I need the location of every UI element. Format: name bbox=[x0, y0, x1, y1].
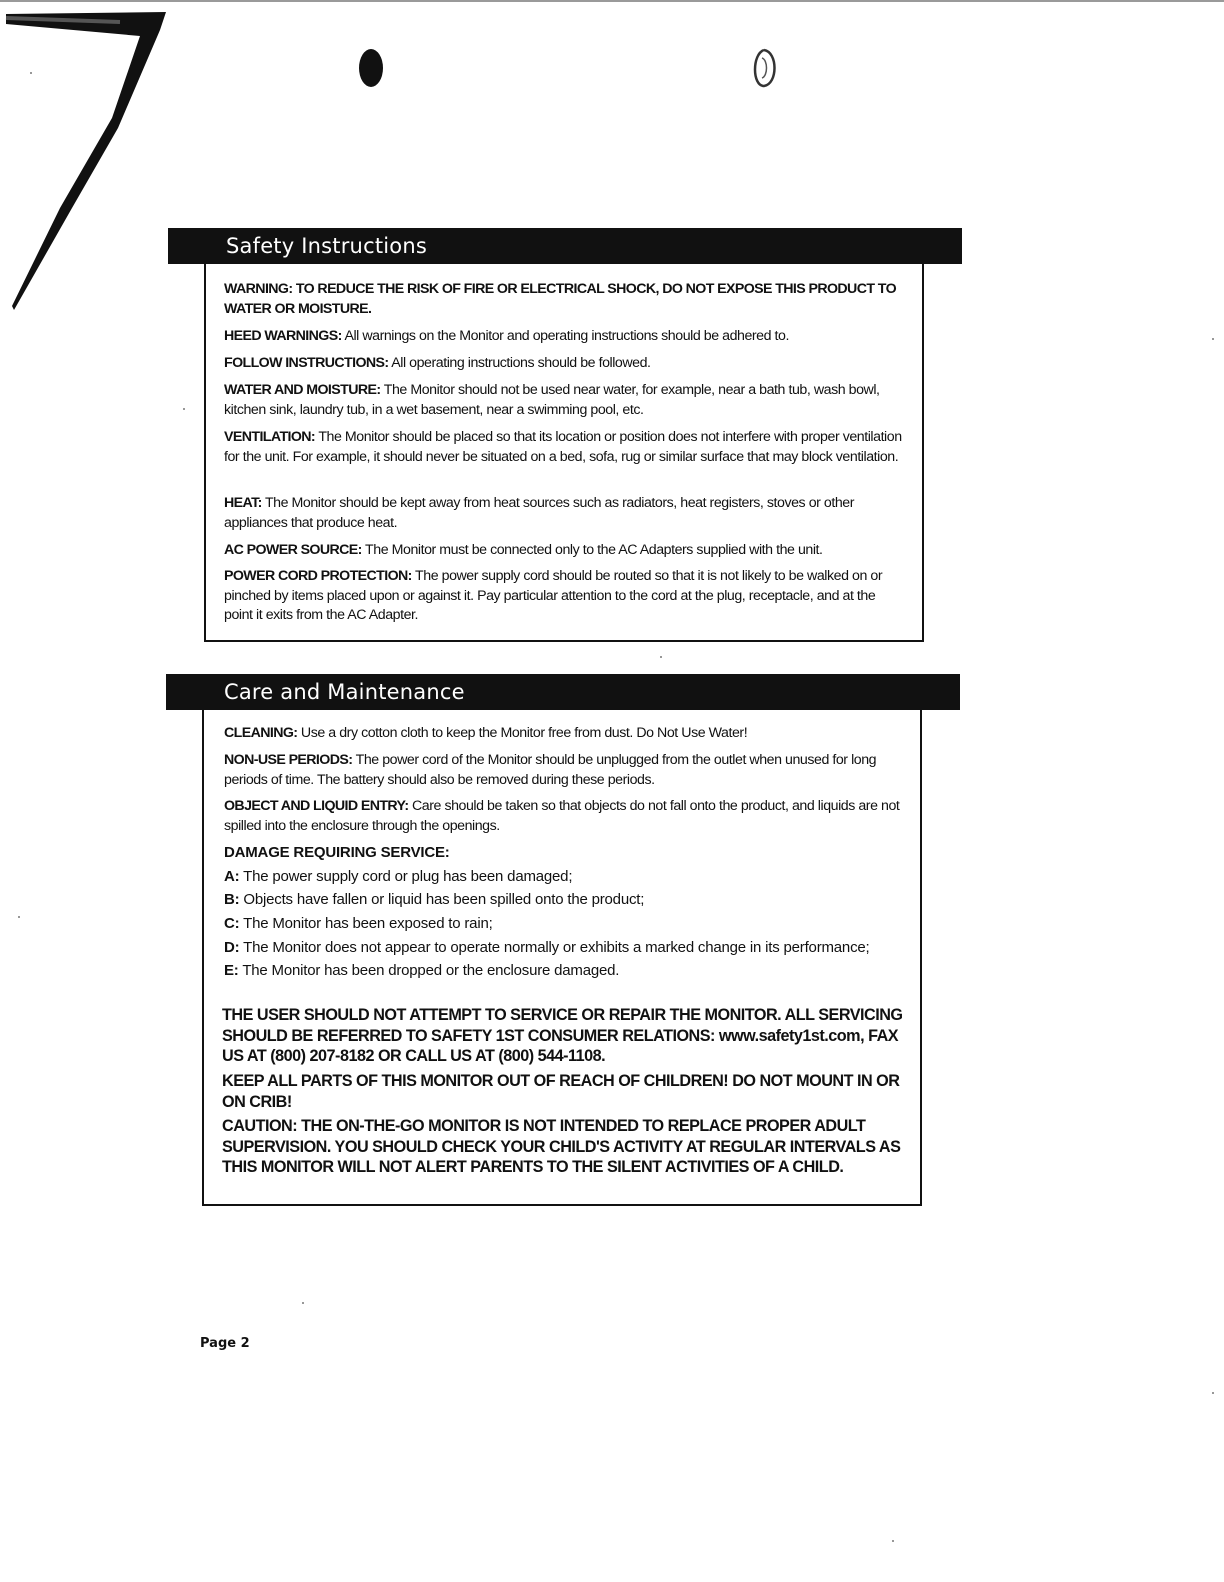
scan-speck bbox=[30, 72, 32, 74]
item-label: NON-USE PERIODS: bbox=[224, 752, 353, 768]
safety-item-heat bbox=[224, 494, 904, 533]
safety-item-heed-warnings bbox=[224, 327, 904, 347]
item-text: The Monitor should be placed so that its location or position does not interfere with proper ventilation for the unit. For example, it should never be situated on a bed, sofa, rug or similar surface that may block ventilation. bbox=[224, 429, 902, 465]
item-text: Care should be taken so that objects do not fall onto the product, and liquids are not spilled into the enclosure through the openings. bbox=[224, 798, 900, 834]
scan-top-edge bbox=[0, 0, 1224, 2]
item-label: D: bbox=[224, 939, 240, 956]
damage-item-e bbox=[224, 961, 914, 981]
item-text: The Monitor has been exposed to rain; bbox=[243, 915, 493, 932]
notice-caution: CAUTION: THE ON-THE-GO MONITOR IS NOT INTENDED TO REPLACE PROPER ADULT SUPERVISION. YOU SHOULD CHECK YOUR CHILD'S ACTIVITY AT REGULAR INTERVALS AS THIS MONITOR WILL NOT ALERT PARENTS TO THE SILENT ACTIVITIES OF A CHILD. bbox=[222, 1117, 901, 1176]
item-text: The Monitor does not appear to operate normally or exhibits a marked change in its performance; bbox=[243, 939, 870, 956]
item-label: POWER CORD PROTECTION: bbox=[224, 568, 412, 584]
safety-warning: WARNING: TO REDUCE THE RISK OF FIRE OR ELECTRICAL SHOCK, DO NOT EXPOSE THIS PRODUCT TO WATER OR MOISTURE. bbox=[224, 281, 897, 317]
item-label: C: bbox=[224, 915, 240, 932]
safety-item-follow-instructions bbox=[224, 354, 904, 374]
item-label: FOLLOW INSTRUCTIONS: bbox=[224, 355, 389, 371]
item-text: The power cord of the Monitor should be unplugged from the outlet when unused for long periods of time. The battery should also be removed during these periods. bbox=[224, 752, 877, 788]
safety-item-ac-power-source bbox=[224, 541, 904, 561]
care-item-non-use-periods bbox=[224, 751, 904, 790]
scan-speck bbox=[183, 408, 185, 410]
damage-heading: DAMAGE REQUIRING SERVICE: bbox=[224, 844, 450, 861]
item-text: The Monitor should be kept away from heat sources such as radiators, heat registers, stoves or other appliances that produce heat. bbox=[224, 495, 854, 531]
safety-item-ventilation bbox=[224, 428, 904, 467]
punch-hole-mark-left bbox=[355, 46, 387, 90]
notice-children: KEEP ALL PARTS OF THIS MONITOR OUT OF REACH OF CHILDREN! DO NOT MOUNT IN OR ON CRIB! bbox=[222, 1072, 900, 1111]
damage-item-d bbox=[224, 938, 914, 958]
item-text: All warnings on the Monitor and operating instructions should be adhered to. bbox=[344, 328, 789, 344]
item-label: HEAT: bbox=[224, 495, 262, 511]
item-label: OBJECT AND LIQUID ENTRY: bbox=[224, 798, 409, 814]
item-label: CLEANING: bbox=[224, 725, 298, 741]
care-item-cleaning bbox=[224, 724, 904, 744]
damage-item-c bbox=[224, 914, 914, 934]
care-title: Care and Maintenance bbox=[224, 680, 465, 704]
item-text: All operating instructions should be followed. bbox=[391, 355, 651, 371]
item-label: B: bbox=[224, 891, 240, 908]
item-text: The Monitor should not be used near water, for example, near a bath tub, wash bowl, kitchen sink, laundry tub, in a wet basement, near a swimming pool, etc. bbox=[224, 382, 880, 418]
safety-section-header bbox=[168, 228, 962, 264]
page-number: Page 2 bbox=[200, 1336, 250, 1351]
item-label: AC POWER SOURCE: bbox=[224, 542, 362, 558]
scan-speck bbox=[18, 916, 20, 918]
damage-item-b bbox=[224, 890, 914, 910]
punch-hole-mark-right bbox=[744, 46, 784, 90]
scan-speck bbox=[892, 1540, 894, 1542]
safety-title: Safety Instructions bbox=[226, 234, 427, 258]
item-label: WATER AND MOISTURE: bbox=[224, 382, 381, 398]
scan-speck bbox=[302, 1302, 304, 1304]
scan-speck bbox=[1212, 338, 1214, 340]
item-text: Objects have fallen or liquid has been spilled onto the product; bbox=[243, 891, 645, 908]
item-label: A: bbox=[224, 868, 240, 885]
care-section-header bbox=[166, 674, 960, 710]
item-text: The power supply cord should be routed so that it is not likely to be walked on or pinched by items placed upon or against it. Pay particular attention to the cord at the plug, receptacle, and at the point it exits from the AC Adapter. bbox=[224, 568, 883, 623]
item-label: E: bbox=[224, 962, 239, 979]
damage-item-a bbox=[224, 867, 914, 887]
scan-speck bbox=[660, 656, 662, 658]
item-text: The Monitor has been dropped or the enclosure damaged. bbox=[242, 962, 620, 979]
care-item-object-liquid-entry bbox=[224, 797, 904, 836]
scan-speck bbox=[1212, 1392, 1214, 1394]
item-text: The power supply cord or plug has been damaged; bbox=[243, 868, 573, 885]
item-text: The Monitor must be connected only to the AC Adapters supplied with the unit. bbox=[365, 542, 823, 558]
safety-item-water-moisture bbox=[224, 381, 904, 420]
safety-item-power-cord-protection bbox=[224, 567, 904, 626]
item-label: VENTILATION: bbox=[224, 429, 316, 445]
scan-corner-mark bbox=[0, 8, 180, 318]
notice-service: THE USER SHOULD NOT ATTEMPT TO SERVICE OR REPAIR THE MONITOR. ALL SERVICING SHOULD BE REFERRED TO SAFETY 1ST CONSUMER RELATIONS: www.safety1st.com, FAX US AT (800) 207-8182 OR CALL US AT (800) 544-1108. bbox=[222, 1006, 903, 1065]
item-text: Use a dry cotton cloth to keep the Monitor free from dust. Do Not Use Water! bbox=[300, 725, 748, 741]
item-label: HEED WARNINGS: bbox=[224, 328, 342, 344]
